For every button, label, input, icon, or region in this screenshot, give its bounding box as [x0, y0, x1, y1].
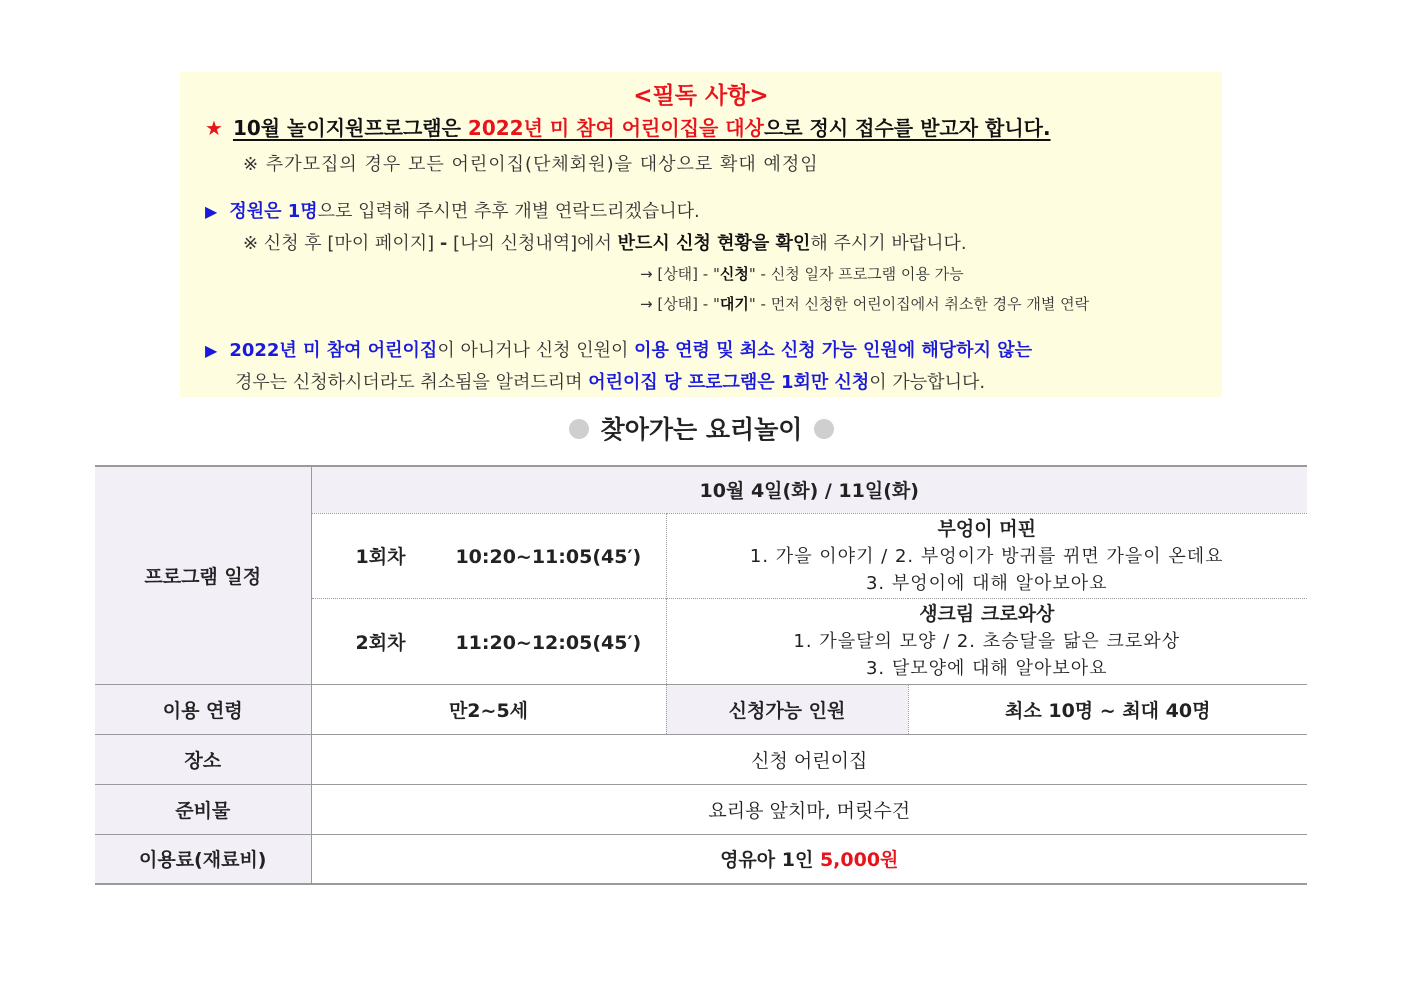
session-2 — [311, 598, 666, 684]
notice-line1-tail: 으로 정시 접수를 받고자 합니다. — [763, 116, 1051, 140]
status-apply-prefix: → [상태] - " — [640, 265, 720, 283]
capacity-label: 신청가능 인원 — [666, 684, 908, 734]
notice-line-additional: ※ 추가모집의 경우 모든 어린이집(단체회원)을 대상으로 확대 예정임 — [243, 154, 819, 175]
status-apply-desc: " - 신청 일자 프로그램 이용 가능 — [748, 265, 964, 283]
notice-box — [180, 72, 1222, 397]
schedule-date: 10월 4일(화) / 11일(화) — [311, 466, 1307, 513]
status-wait-desc: " - 먼저 신청한 어린이집에서 취소한 경우 개별 연락 — [748, 295, 1090, 313]
schedule-label: 프로그램 일정 — [95, 466, 311, 684]
once-text-a: 경우는 신청하시더라도 취소됨을 알려드리며 — [235, 372, 589, 393]
once-highlight: 어린이집 당 프로그램은 1회만 신청 — [588, 372, 870, 393]
table-row — [95, 684, 1307, 734]
program-line: 1. 가을달의 모양 / 2. 초승달을 닮은 크로와상 — [793, 631, 1181, 652]
triangle-right-icon: ▶ — [205, 202, 218, 221]
notice-line-check — [243, 229, 967, 255]
eligibility-highlight-2: 이용 연령 및 최소 신청 가능 인원에 해당하지 않는 — [634, 340, 1033, 361]
notice-status-wait — [640, 293, 1089, 314]
status-wait-prefix: → [상태] - " — [640, 295, 720, 313]
notice-status-apply — [640, 263, 964, 284]
session-round: 2회차 — [355, 631, 406, 654]
once-text-b: 이 가능합니다. — [869, 372, 986, 393]
session-round: 1회차 — [355, 546, 406, 568]
notice-line-main — [205, 112, 1051, 141]
notice-line-capacity — [205, 197, 700, 223]
session-1-program — [666, 513, 1307, 598]
fee-value — [311, 834, 1307, 884]
table-row — [95, 834, 1307, 884]
eligibility-highlight-1: 2022년 미 참여 어린이집 — [229, 340, 438, 361]
program-title: 생크림 크로와상 — [919, 603, 1055, 625]
session-time: 10:20~11:05(45′) — [455, 546, 642, 568]
notice-line-eligibility — [205, 336, 1032, 362]
notice-check-dash: - — [439, 233, 448, 254]
age-value: 만2~5세 — [311, 684, 666, 734]
circle-bullet-icon — [814, 419, 834, 439]
notice-line1-highlight: 2022년 미 참여 어린이집을 대상 — [467, 116, 764, 140]
notice-title: <필독 사항> — [633, 83, 769, 109]
fee-amount: 5,000원 — [819, 849, 899, 872]
triangle-right-icon: ▶ — [205, 341, 218, 360]
status-apply-word: 신청 — [719, 265, 749, 283]
section-heading — [0, 410, 1403, 446]
program-title: 부엉이 머핀 — [937, 517, 1036, 540]
eligibility-text: 이 아니거나 신청 인원이 — [437, 340, 635, 361]
table-row — [95, 734, 1307, 784]
program-line: 3. 부엉이에 대해 알아보아요 — [865, 572, 1108, 594]
table-row — [95, 466, 1307, 513]
notice-capacity-text: 으로 입력해 주시면 추후 개별 연락드리겠습니다. — [317, 201, 700, 222]
notice-check-text-c: 해 주시기 바랍니다. — [810, 233, 967, 254]
session-1 — [311, 513, 666, 598]
session-2-program — [666, 598, 1307, 684]
notice-check-text-a: ※ 신청 후 [마이 페이지] — [243, 233, 440, 254]
place-label: 장소 — [95, 734, 311, 784]
notice-check-text-b: [나의 신청내역]에서 — [447, 233, 618, 254]
fee-label: 이용료(재료비) — [95, 834, 311, 884]
program-info-table — [95, 465, 1307, 885]
table-row — [95, 784, 1307, 834]
notice-line1-text: 10월 놀이지원프로그램은 — [232, 116, 468, 140]
notice-line-once — [235, 368, 985, 394]
notice-capacity-highlight: 정원은 1명 — [229, 201, 318, 222]
age-label: 이용 연령 — [95, 684, 311, 734]
fee-prefix: 영유아 1인 — [720, 849, 820, 872]
session-time: 11:20~12:05(45′) — [455, 631, 642, 654]
supplies-label: 준비물 — [95, 784, 311, 834]
section-title-text: 찾아가는 요리놀이 — [600, 415, 803, 444]
program-line: 3. 달모양에 대해 알아보아요 — [865, 658, 1108, 679]
star-icon: ★ — [205, 116, 223, 140]
place-value: 신청 어린이집 — [311, 734, 1307, 784]
circle-bullet-icon — [569, 419, 589, 439]
program-line: 1. 가을 이야기 / 2. 부엉이가 방귀를 뀌면 가을이 온데요 — [749, 545, 1224, 567]
capacity-value: 최소 10명 ~ 최대 40명 — [908, 684, 1307, 734]
supplies-value: 요리용 앞치마, 머릿수건 — [311, 784, 1307, 834]
notice-check-highlight: 반드시 신청 현황을 확인 — [617, 233, 811, 254]
status-wait-word: 대기 — [719, 295, 749, 313]
